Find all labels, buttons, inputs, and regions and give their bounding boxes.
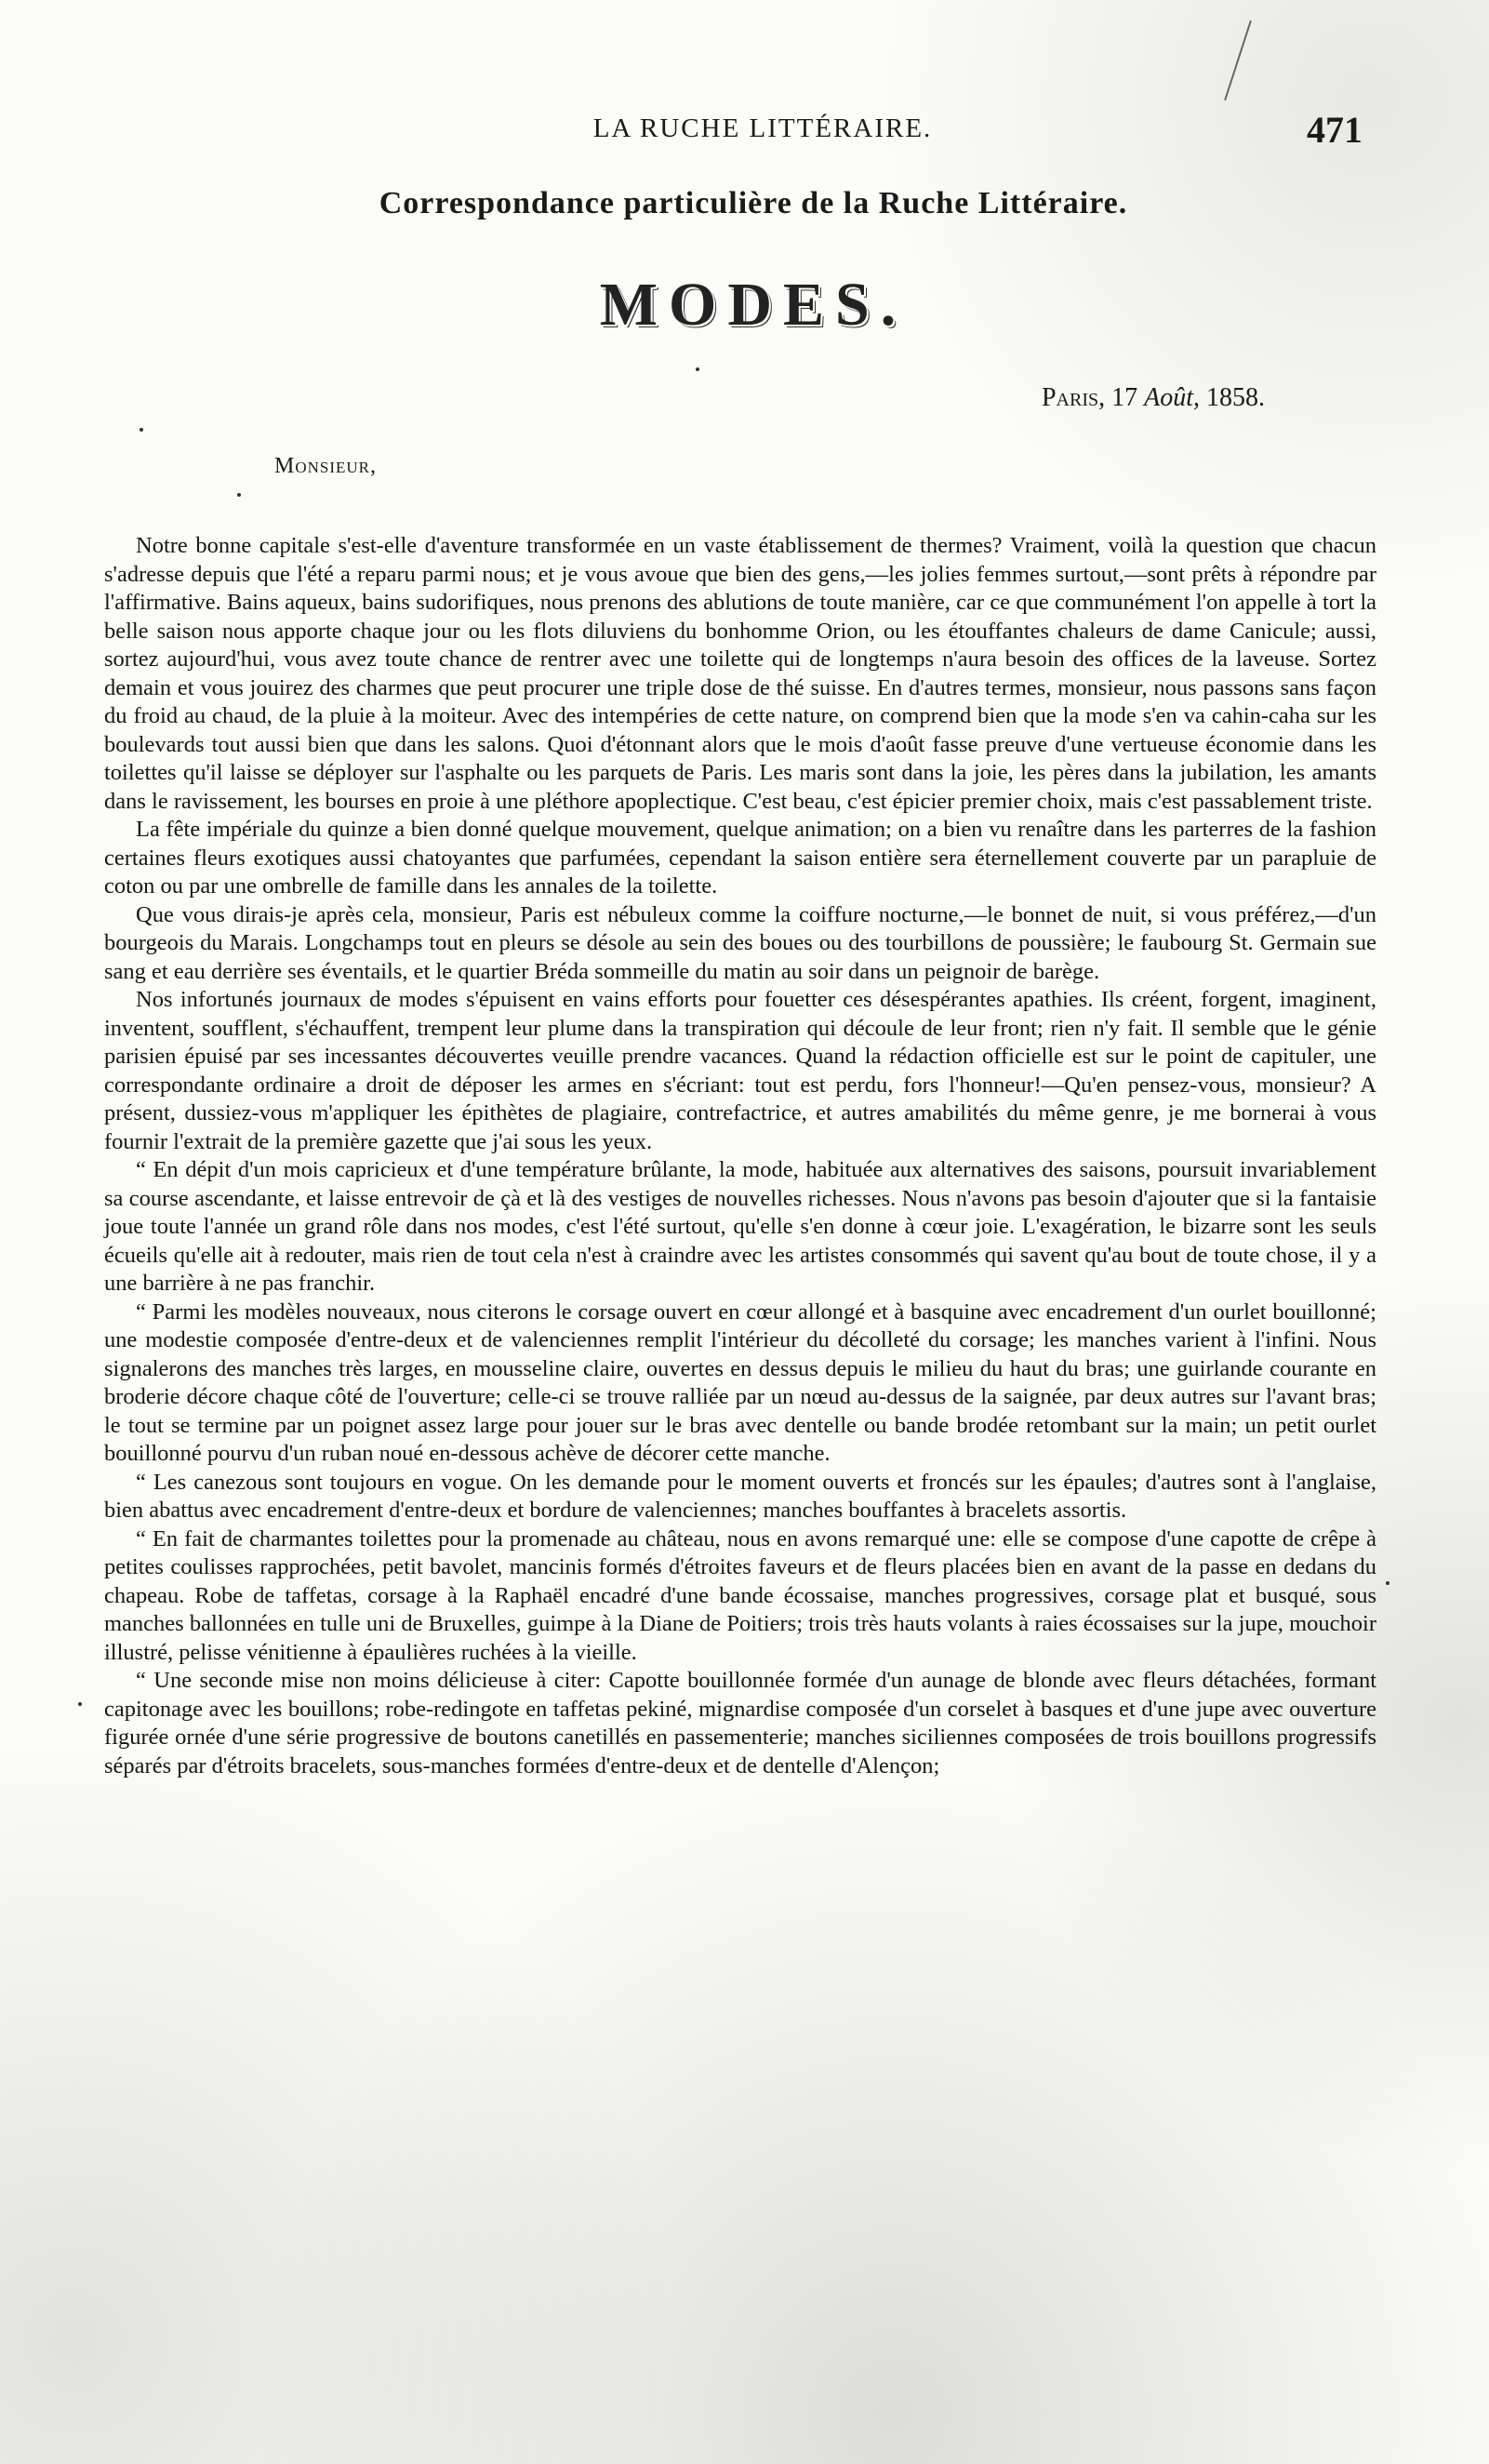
modes-title: MODES. xyxy=(599,271,908,339)
dateline-year: 1858. xyxy=(1206,383,1265,412)
section-heading: Correspondance particulière de la Ruche Littéraire. xyxy=(379,186,1128,220)
dateline-place: Paris, xyxy=(1041,383,1106,412)
letter-body xyxy=(104,532,1376,2420)
ink-fleck xyxy=(237,493,241,497)
ink-fleck xyxy=(696,367,699,371)
paragraph: Que vous dirais-je après cela, monsieur, Paris est nébuleux comme la coiffure nocturne,—le bonnet de nuit, si vous préférez,—d'un bourgeois du Marais. Longchamps tout en pleurs se désole au sein des boues ou des tourbillons de poussière; le faubourg St. Germain sue sang et eau derrière ses éventails, et le quartier Bréda sommeille du matin au soir dans un peignoir de barège. xyxy=(104,901,1376,984)
ink-fleck xyxy=(140,428,143,432)
paragraph: “ Les canezous sont toujours en vogue. On les demande pour le moment ouverts et froncés sur les épaules; d'autres sont à l'anglaise, bien abattus avec encadrement d'entre-deux et bordure de valenciennes; manches bouffantes à bracelets assortis. xyxy=(104,1469,1376,1523)
paragraph: Nos infortunés journaux de modes s'épuisent en vains efforts pour fouetter ces désespérantes apathies. Ils créent, forgent, imaginent, inventent, soufflent, s'échauffent, trempent leur plume dans la transpiration qui découle de leur front; rien n'y fait. Il semble que le génie parisien épuisé par ses incessantes découvertes veuille prendre vacances. Quand la rédaction officielle est sur le point de capituler, une correspondante ordinaire a droit de déposer les armes en s'écriant: tout est perdu, fors l'honneur!—Qu'en pensez-vous, monsieur? A présent, dussiez-vous m'appliquer les épithètes de plagiaire, contrefactrice, et autres amabilités du même genre, je me bornerai à vous fournir l'extrait de la première gazette que j'ai sous les yeux. xyxy=(104,987,1376,1154)
page-number: 471 xyxy=(1307,109,1363,151)
dateline-day: 17 xyxy=(1111,383,1138,412)
paragraph: “ Une seconde mise non moins délicieuse à citer: Capotte bouillonnée formée d'un aunage de blonde avec fleurs détachées, formant capitonage avec les bouillons; robe-redingote en taffetas pekiné, mignardise composée d'un corselet à basques et d'une jupe avec ouverture figurée ornée d'une série progressive de boutons canetillés en passementerie; manches siciliennes composées de trois bouillons progressifs séparés par d'étroits bracelets, sous-manches formées d'entre-deux et de dentelle d'Alençon; xyxy=(104,1668,1376,1778)
ink-fleck xyxy=(78,1702,82,1706)
dateline xyxy=(949,383,1265,413)
running-title: LA RUCHE LITTÉRAIRE. xyxy=(592,113,933,143)
paragraph: “ En dépit d'un mois capricieux et d'une température brûlante, la mode, habituée aux alternatives des saisons, poursuit invariablement sa course ascendante, et laisse entrevoir de çà et là des vestiges de nouvelles richesses. Nous n'avons pas besoin d'ajouter que si la fantaisie joue toute l'année un grand rôle dans nos modes, c'est l'été surtout, qu'elle s'en donne à cœur joie. L'exagération, le bizarre sont les seuls écueils qu'elle ait à redouter, mais rien de tout cela n'est à craindre avec les artistes consommés qui savent qu'au bout de toute chose, il y a une barrière à ne pas franchir. xyxy=(104,1157,1376,1296)
paragraph: Notre bonne capitale s'est-elle d'aventure transformée en un vaste établissement de thermes? Vraiment, voilà la question que chacun s'adresse depuis que l'été a reparu parmi nous; et je vous avoue que bien des gens,—les jolies femmes surtout,—sont prêts à répondre par l'affirmative. Bains aqueux, bains sudorifiques, nous prenons des ablutions de toute manière, car ce que communément l'on appelle à tort la belle saison nous apporte chaque jour ou les flots diluviens du bonhomme Orion, ou les étouffantes chaleurs de dame Canicule; aussi, sortez aujourd'hui, vous avez toute chance de rentrer avec une toilette qui de longtemps n'aura besoin des offices de la laveuse. Sortez demain et vous jouirez des charmes que peut procurer une triple dose de thé suisse. En d'autres termes, monsieur, nous passons sans façon du froid au chaud, de la pluie à la moiteur. Avec des intempéries de cette nature, on comprend bien que la mode s'en va cahin-caha sur les boulevards tout aussi bien que dans les salons. Quoi d'étonnant alors que le mois d'août fasse preuve d'une vertueuse économie dans les toilettes qu'il laisse se déployer sur l'asphalte ou les parquets de Paris. Les maris sont dans la joie, les pères dans la jubilation, les amants dans le ravissement, les bourses en proie à une pléthore apoplectique. C'est beau, c'est épicier premier choix, mais c'est passablement triste. xyxy=(104,533,1376,814)
paragraph: “ Parmi les modèles nouveaux, nous citerons le corsage ouvert en cœur allongé et à basquine avec encadrement d'un ourlet bouillonné; une modestie composée d'entre-deux et de valenciennes remplit l'intérieur du décolleté du corsage; les manches varient à l'infini. Nous signalerons des manches très larges, en mousseline claire, ouvertes en dessus depuis le milieu du haut du bras; une guirlande courante en broderie décore chaque côté de l'ouverture; celle-ci se trouve ralliée par un nœud au-dessus de la saignée, par deux autres sur l'avant bras; le tout se termine par un poignet assez large pour jouer sur le bras avec dentelle ou bande brodée retombant sur la main; un petit ourlet bouillonné pourvu d'un ruban noué en-dessous achève de décorer cette manche. xyxy=(104,1299,1376,1466)
paragraph: La fête impériale du quinze a bien donné quelque mouvement, quelque animation; on a bien vu renaître dans les parterres de la fashion certaines fleurs exotiques aussi chatoyantes que parfumées, cependant la saison entière sera éternellement couverte par un parapluie de coton ou par une ombrelle de famille dans les annales de la toilette. xyxy=(104,817,1376,899)
scan-scratch xyxy=(1224,20,1252,100)
salutation: Monsieur, xyxy=(274,454,378,478)
ink-fleck xyxy=(1386,1581,1389,1585)
paragraph: “ En fait de charmantes toilettes pour la promenade au château, nous en avons remarqué une: elle se compose d'une capotte de crêpe à petites coulisses rapprochées, petit bavolet, mancinis formés d'étroites faveurs et de fleurs placées bien en avant de la passe en dedans du chapeau. Robe de taffetas, corsage à la Raphaël encadré d'une bande écossaise, manches progressives, corsage plat et busqué, sous manches ballonnées en tulle uni de Bruxelles, guimpe à la Diane de Poitiers; trois très hauts volants à raies écossaises sur la jupe, mouchoir illustré, pelisse vénitienne à épaulières ruchées à la vieille. xyxy=(104,1525,1376,1665)
dateline-month: Août, xyxy=(1144,383,1200,412)
